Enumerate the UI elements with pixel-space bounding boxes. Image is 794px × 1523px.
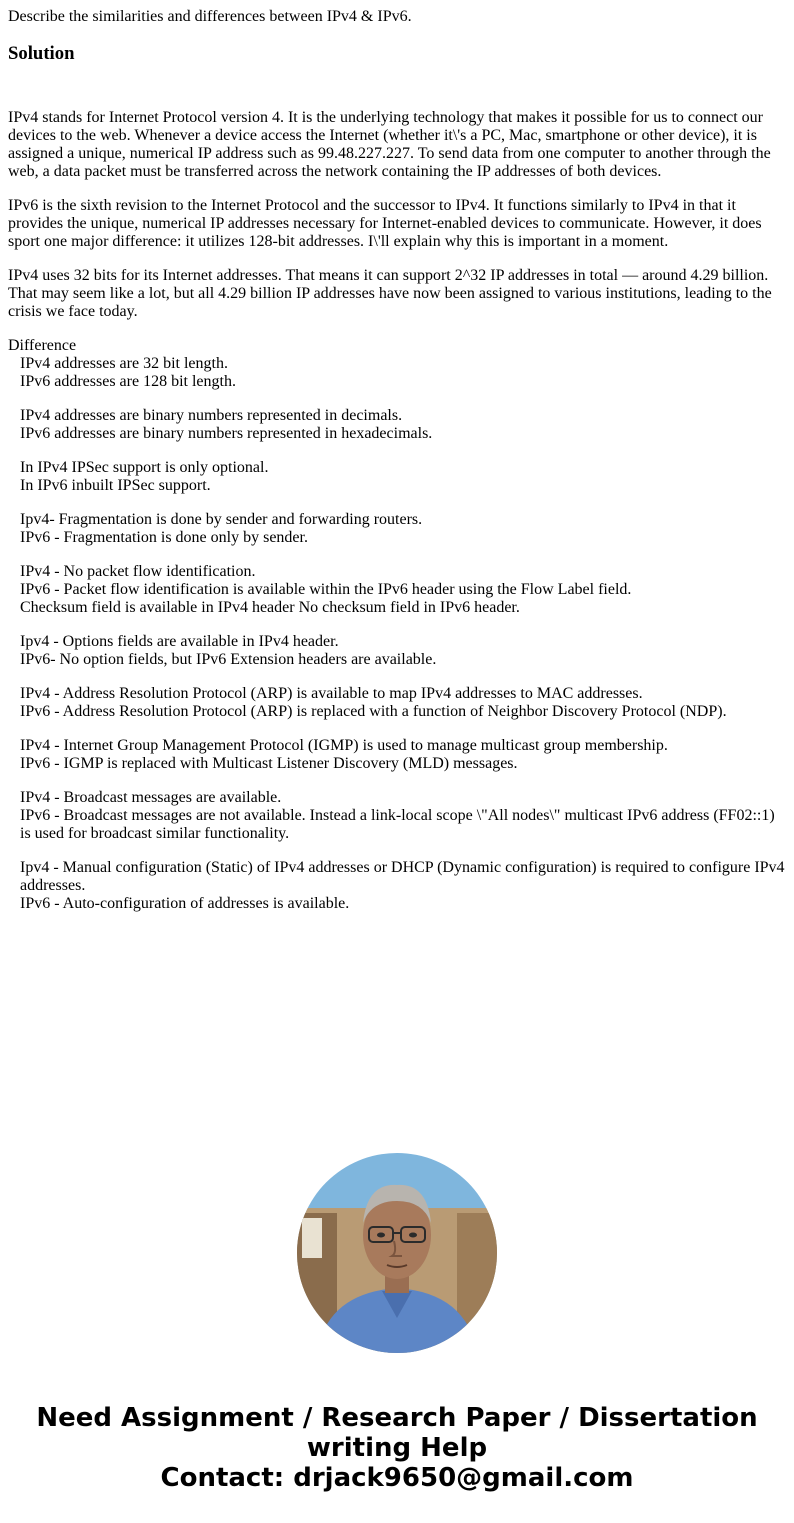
document-body: [8, 8, 786, 929]
difference-line: IPv4 - Broadcast messages are available.: [20, 789, 282, 806]
question-text: Describe the similarities and differences between IPv4 & IPv6.: [8, 8, 412, 25]
author-avatar: [297, 1153, 497, 1353]
difference-group: [8, 407, 786, 443]
difference-line: IPv4 addresses are binary numbers represented in decimals.: [20, 407, 403, 424]
difference-line: IPv6 addresses are binary numbers represented in hexadecimals.: [20, 425, 433, 442]
paragraph-ipv6-intro: IPv6 is the sixth revision to the Internet Protocol and the successor to IPv4. It functions similarly to IPv4 in that it provides the unique, numerical IP addresses necessary for Internet-enabled devices to communicate. However, it does sport one major difference: it utilizes 128-bit addresses. I\'ll explain why this is important in a moment.: [8, 197, 762, 250]
difference-group: [8, 685, 786, 721]
difference-line: IPv4 - No packet flow identification.: [20, 563, 256, 580]
difference-line: IPv6 - Auto-configuration of addresses is available.: [20, 895, 350, 912]
difference-line: In IPv6 inbuilt IPSec support.: [20, 477, 211, 494]
difference-group: [8, 789, 786, 843]
difference-line: In IPv4 IPSec support is only optional.: [20, 459, 269, 476]
footer-line-2: writing Help: [306, 1433, 488, 1463]
difference-group: [8, 737, 786, 773]
paragraph-ipv4-intro: IPv4 stands for Internet Protocol version 4. It is the underlying technology that makes it possible for us to connect our devices to the web. Whenever a device access the Internet (whether it\'s a PC, Mac, smartphone or other device), it is assigned a unique, numerical IP address such as 99.48.227.227. To send data from one computer to another through the web, a data packet must be transferred across the network containing the IP addresses of both devices.: [8, 109, 771, 180]
paragraph-ipv4-addresses: IPv4 uses 32 bits for its Internet addresses. That means it can support 2^32 IP addresses in total — around 4.29 billion. That may seem like a lot, but all 4.29 billion IP addresses have now been assigned to various institutions, leading to the crisis we face today.: [8, 267, 772, 320]
difference-line: IPv6 - Fragmentation is done only by sender.: [20, 529, 308, 546]
footer-banner: [0, 1403, 794, 1493]
difference-group: [8, 859, 786, 913]
difference-group: [8, 563, 786, 617]
difference-group: [8, 355, 786, 391]
difference-group: [8, 633, 786, 669]
difference-group: [8, 511, 786, 547]
difference-line: IPv4 - Internet Group Management Protocol (IGMP) is used to manage multicast group membership.: [20, 737, 668, 754]
difference-line: IPv6- No option fields, but IPv6 Extension headers are available.: [20, 651, 437, 668]
difference-line: IPv4 - Address Resolution Protocol (ARP) is available to map IPv4 addresses to MAC addresses.: [20, 685, 643, 702]
difference-line: IPv6 - Packet flow identification is available within the IPv6 header using the Flow Label field.: [20, 581, 632, 598]
footer-contact-line: Contact: drjack9650@gmail.com: [160, 1463, 634, 1493]
author-portrait-image: [297, 1153, 497, 1353]
difference-line: IPv6 - Broadcast messages are not available. Instead a link-local scope \"All nodes\" multicast IPv6 address (FF02::1) is used for broadcast similar functionality.: [20, 807, 775, 842]
difference-line: Ipv4 - Options fields are available in IPv4 header.: [20, 633, 339, 650]
difference-line: IPv6 - IGMP is replaced with Multicast Listener Discovery (MLD) messages.: [20, 755, 518, 772]
difference-line: IPv6 addresses are 128 bit length.: [20, 373, 236, 390]
footer-line-1: Need Assignment / Research Paper / Dissertation: [36, 1403, 758, 1433]
difference-line: Ipv4 - Manual configuration (Static) of IPv4 addresses or DHCP (Dynamic configuration) is required to configure IPv4 addresses.: [20, 859, 785, 894]
difference-group: [8, 459, 786, 495]
difference-line: IPv6 - Address Resolution Protocol (ARP) is replaced with a function of Neighbor Discovery Protocol (NDP).: [20, 703, 727, 720]
difference-heading: Difference: [8, 337, 77, 354]
solution-heading: Solution: [8, 43, 75, 64]
difference-line: IPv4 addresses are 32 bit length.: [20, 355, 228, 372]
difference-line: Ipv4- Fragmentation is done by sender and forwarding routers.: [20, 511, 423, 528]
difference-line: Checksum field is available in IPv4 header No checksum field in IPv6 header.: [20, 599, 520, 616]
